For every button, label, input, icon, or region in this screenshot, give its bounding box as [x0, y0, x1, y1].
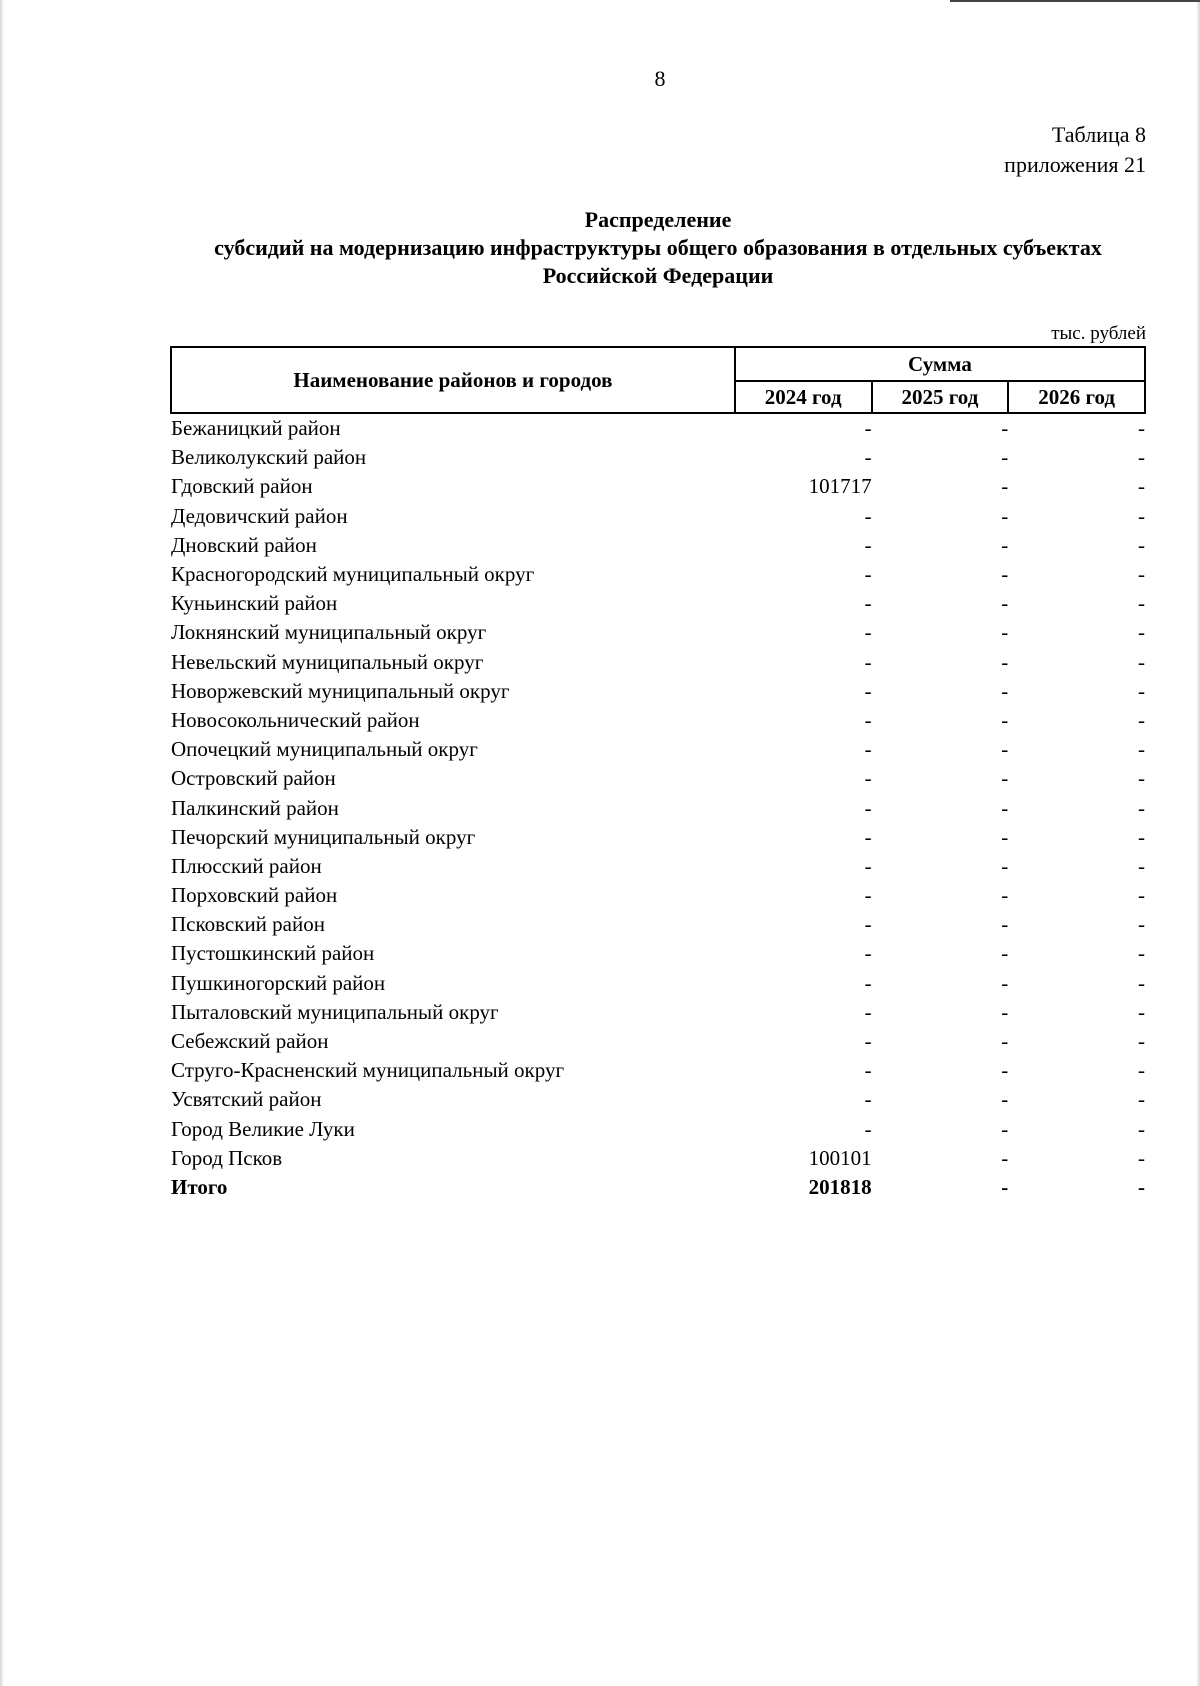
table-row	[171, 969, 1145, 998]
cell-2025: -	[1001, 532, 1009, 557]
cell-2025: -	[1001, 591, 1009, 616]
distribution-table	[170, 346, 1146, 1202]
cell-name: Новосокольнический район	[171, 707, 420, 732]
table-row	[171, 939, 1145, 968]
cell-2026: -	[1138, 912, 1145, 937]
cell-name: Псковский район	[171, 912, 325, 937]
cell-2026: -	[1138, 1058, 1145, 1083]
cell-name: Дедовичский район	[171, 503, 348, 528]
cell-2025: -	[1001, 620, 1009, 645]
cell-name: Островский район	[171, 766, 336, 791]
cell-name: Печорский муниципальный округ	[171, 824, 476, 849]
cell-2024: -	[864, 766, 872, 791]
cell-2026: -	[1138, 591, 1145, 616]
cell-2024: -	[864, 941, 872, 966]
cell-2025: -	[1001, 970, 1009, 995]
table-row	[171, 413, 1145, 443]
cell-2025: -	[1001, 416, 1009, 441]
cell-2026: -	[1138, 970, 1145, 995]
table-row	[171, 560, 1145, 589]
cell-2024: -	[864, 707, 872, 732]
cell-2024: -	[864, 912, 872, 937]
cell-name: Усвятский район	[171, 1087, 322, 1112]
cell-2025: -	[1001, 883, 1009, 908]
cell-name: Итого	[171, 1174, 228, 1199]
scan-left-edge	[0, 0, 4, 1686]
table-row	[171, 1056, 1145, 1085]
cell-2026: -	[1138, 737, 1145, 762]
table-body	[171, 413, 1145, 1202]
table-row	[171, 502, 1145, 531]
cell-2026: -	[1138, 707, 1145, 732]
header-year-2026: 2026 год	[1008, 381, 1145, 413]
cell-2026: -	[1138, 445, 1145, 470]
cell-2025: -	[1001, 795, 1009, 820]
cell-2024: -	[864, 503, 872, 528]
table-row	[171, 443, 1145, 472]
cell-2026: -	[1138, 853, 1145, 878]
cell-2025: -	[1001, 1145, 1009, 1170]
document-title	[170, 206, 1146, 290]
cell-name: Опочецкий муниципальный округ	[171, 737, 478, 762]
cell-name: Пустошкинский район	[171, 941, 375, 966]
cell-2026: -	[1138, 678, 1145, 703]
table-row	[171, 618, 1145, 647]
cell-2025: -	[1001, 737, 1009, 762]
annex-table-number: Таблица 8	[1051, 122, 1146, 147]
cell-name: Порховский район	[171, 883, 338, 908]
cell-2026: -	[1138, 941, 1145, 966]
cell-name: Красногородский муниципальный округ	[171, 562, 535, 587]
cell-2025: -	[1001, 1058, 1009, 1083]
cell-2024: -	[864, 445, 872, 470]
table-row	[171, 910, 1145, 939]
cell-2025: -	[1001, 678, 1009, 703]
cell-2024: -	[864, 853, 872, 878]
cell-2024: 100101	[808, 1145, 872, 1170]
cell-2025: -	[1001, 562, 1009, 587]
cell-2025: -	[1001, 707, 1009, 732]
cell-2024: -	[864, 1058, 872, 1083]
cell-2025: -	[1001, 853, 1009, 878]
table-total-row	[171, 1173, 1145, 1202]
cell-2024: -	[864, 532, 872, 557]
top-rule	[950, 0, 1200, 2]
annex-appendix-number: приложения 21	[1004, 152, 1146, 177]
table-row	[171, 1115, 1145, 1144]
cell-2026: -	[1138, 766, 1145, 791]
cell-2026: -	[1138, 416, 1145, 441]
cell-name: Бежаницкий район	[171, 416, 341, 441]
cell-2024: -	[864, 1029, 872, 1054]
cell-name: Плюсский район	[171, 853, 322, 878]
table-row	[171, 648, 1145, 677]
cell-2026: -	[1138, 474, 1145, 499]
table-row	[171, 706, 1145, 735]
cell-2024: -	[864, 883, 872, 908]
table-row	[171, 881, 1145, 910]
cell-name: Локнянский муниципальный округ	[171, 620, 487, 645]
cell-2025: -	[1001, 912, 1009, 937]
cell-2026: -	[1138, 795, 1145, 820]
cell-2026: -	[1138, 1116, 1145, 1141]
title-line-3: Российской Федерации	[542, 263, 774, 288]
cell-name: Невельский муниципальный округ	[171, 649, 484, 674]
cell-2026: -	[1138, 1145, 1145, 1170]
cell-name: Гдовский район	[171, 474, 313, 499]
table-row	[171, 677, 1145, 706]
cell-2026: -	[1138, 1174, 1145, 1199]
cell-name: Новоржевский муниципальный округ	[171, 678, 510, 703]
cell-2026: -	[1138, 1087, 1145, 1112]
cell-2025: -	[1001, 474, 1009, 499]
cell-2025: -	[1001, 824, 1009, 849]
table-row	[171, 589, 1145, 618]
cell-2026: -	[1138, 532, 1145, 557]
cell-2024: -	[864, 562, 872, 587]
cell-2025: -	[1001, 649, 1009, 674]
cell-2024: 201818	[808, 1174, 872, 1199]
cell-2024: -	[864, 1116, 872, 1141]
cell-name: Струго-Красненский муниципальный округ	[171, 1058, 565, 1083]
header-year-2025: 2025 год	[872, 381, 1009, 413]
table-row	[171, 472, 1145, 501]
cell-name: Пушкиногорский район	[171, 970, 386, 995]
table-row	[171, 998, 1145, 1027]
cell-2025: -	[1001, 445, 1009, 470]
cell-2026: -	[1138, 883, 1145, 908]
table-row	[171, 1027, 1145, 1056]
cell-2026: -	[1138, 562, 1145, 587]
cell-2026: -	[1138, 503, 1145, 528]
page-number: 8	[654, 66, 666, 91]
cell-2026: -	[1138, 824, 1145, 849]
cell-2024: -	[864, 416, 872, 441]
cell-name: Дновский район	[171, 532, 317, 557]
title-line-1: Распределение	[584, 207, 732, 232]
cell-2024: -	[864, 678, 872, 703]
cell-2024: -	[864, 824, 872, 849]
cell-2025: -	[1001, 1087, 1009, 1112]
cell-2026: -	[1138, 620, 1145, 645]
cell-2024: -	[864, 970, 872, 995]
table-row	[171, 764, 1145, 793]
cell-2024: -	[864, 795, 872, 820]
table-row	[171, 823, 1145, 852]
table-row	[171, 852, 1145, 881]
cell-name: Пыталовский муниципальный округ	[171, 999, 499, 1024]
table-row	[171, 531, 1145, 560]
cell-2024: -	[864, 1087, 872, 1112]
title-line-2: субсидий на модернизацию инфраструктуры общего образования в отдельных субъектах	[214, 235, 1102, 260]
cell-2024: -	[864, 649, 872, 674]
cell-2024: -	[864, 999, 872, 1024]
table-row	[171, 1085, 1145, 1114]
units-label: тыс. рублей	[1051, 323, 1146, 344]
cell-2025: -	[1001, 1174, 1009, 1199]
table-row	[171, 793, 1145, 822]
cell-name: Куньинский район	[171, 591, 338, 616]
annex-reference	[1004, 120, 1146, 180]
header-name-column: Наименование районов и городов	[171, 347, 735, 413]
cell-2024: -	[864, 620, 872, 645]
table-row	[171, 1144, 1145, 1173]
cell-2024: 101717	[808, 474, 872, 499]
cell-2026: -	[1138, 1029, 1145, 1054]
cell-name: Себежский район	[171, 1029, 329, 1054]
cell-name: Палкинский район	[171, 795, 339, 820]
cell-2024: -	[864, 737, 872, 762]
cell-2025: -	[1001, 1116, 1009, 1141]
cell-2026: -	[1138, 999, 1145, 1024]
cell-2025: -	[1001, 1029, 1009, 1054]
cell-2025: -	[1001, 941, 1009, 966]
cell-name: Великолукский район	[171, 445, 367, 470]
cell-2025: -	[1001, 999, 1009, 1024]
scan-right-edge	[1196, 0, 1200, 1686]
cell-2025: -	[1001, 766, 1009, 791]
cell-name: Город Великие Луки	[171, 1116, 355, 1141]
header-year-2024: 2024 год	[735, 381, 872, 413]
table-row	[171, 735, 1145, 764]
cell-2024: -	[864, 591, 872, 616]
cell-2026: -	[1138, 649, 1145, 674]
cell-2025: -	[1001, 503, 1009, 528]
header-sum-column: Сумма	[735, 347, 1145, 381]
cell-name: Город Псков	[171, 1145, 283, 1170]
